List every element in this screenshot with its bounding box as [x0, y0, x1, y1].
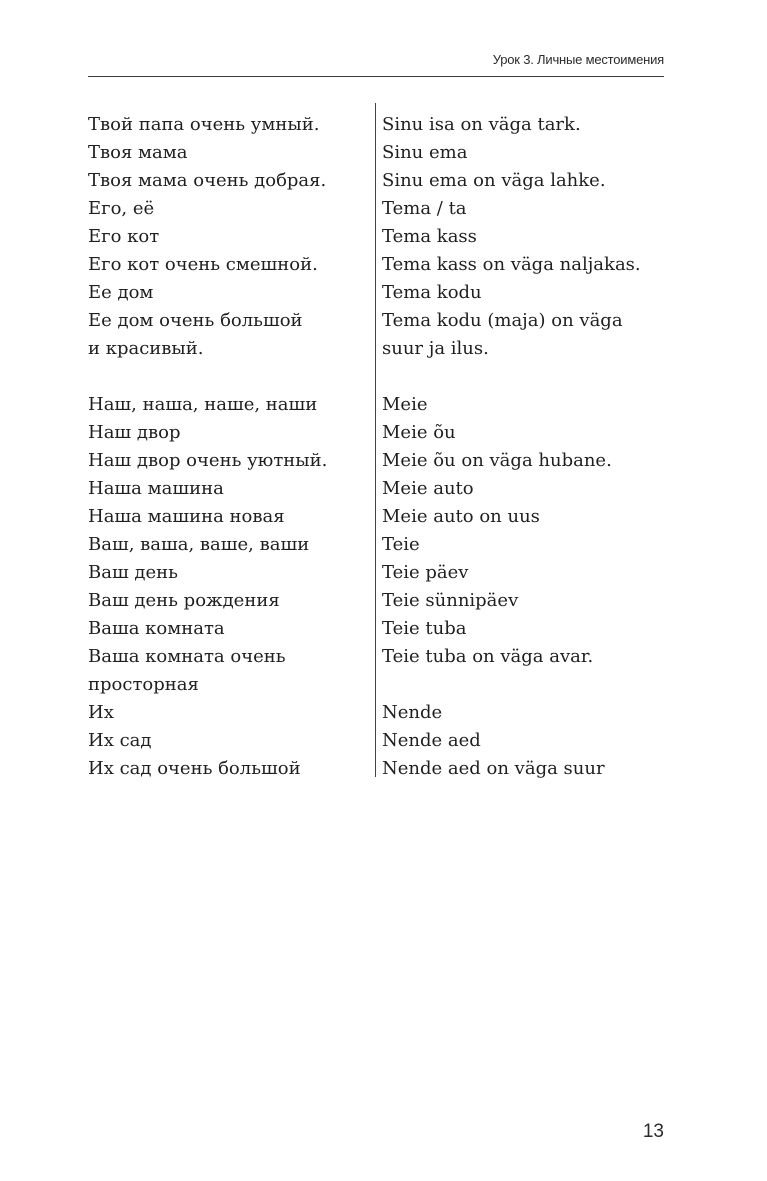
estonian-translation: Sinu ema [382, 142, 468, 163]
russian-phrase: Ваш, ваша, ваше, ваши [88, 534, 310, 555]
table-row [88, 307, 688, 335]
estonian-translation: Nende aed on väga suur [382, 758, 605, 779]
estonian-translation: Tema kass [382, 226, 477, 247]
russian-phrase: Их сад [88, 730, 152, 751]
table-row [88, 419, 688, 447]
estonian-translation: Nende aed [382, 730, 481, 751]
table-row [88, 531, 688, 559]
table-row [88, 587, 688, 615]
header-title: Урок 3. Личные местоимения [492, 52, 664, 67]
russian-phrase: Наша машина новая [88, 506, 285, 527]
russian-phrase: Ваша комната очень [88, 646, 286, 667]
russian-phrase: Наш, наша, наше, наши [88, 394, 318, 415]
russian-phrase: Его кот [88, 226, 160, 247]
table-row [88, 167, 688, 195]
table-row [88, 195, 688, 223]
estonian-translation: Meie auto [382, 478, 474, 499]
table-row [88, 643, 688, 671]
estonian-translation: Meie auto on uus [382, 506, 540, 527]
russian-phrase: Ваша комната [88, 618, 225, 639]
russian-phrase: Ваш день [88, 562, 178, 583]
table-row [88, 503, 688, 531]
table-row [88, 223, 688, 251]
table-row [88, 475, 688, 503]
russian-phrase: Его, её [88, 198, 155, 219]
estonian-translation: Meie õu on väga hubane. [382, 450, 612, 471]
estonian-translation: Tema kass on väga naljakas. [382, 254, 641, 275]
estonian-translation: Tema kodu (maja) on väga [382, 310, 623, 331]
table-row [88, 391, 688, 419]
estonian-translation: Teie [382, 534, 420, 555]
russian-phrase: Твоя мама очень добрая. [88, 170, 327, 191]
estonian-translation: Teie päev [382, 562, 469, 583]
table-row [88, 755, 688, 783]
table-row [88, 699, 688, 727]
russian-phrase: Ваш день рождения [88, 590, 280, 611]
russian-phrase: Наша машина [88, 478, 224, 499]
table-row [88, 139, 688, 167]
russian-phrase: Их сад очень большой [88, 758, 301, 779]
estonian-translation: suur ja ilus. [382, 338, 489, 359]
russian-phrase: просторная [88, 674, 199, 695]
page-number: 13 [642, 1121, 664, 1142]
russian-phrase: Их [88, 702, 114, 723]
table-row [88, 671, 688, 699]
estonian-translation: Sinu ema on väga lahke. [382, 170, 606, 191]
running-header [88, 48, 664, 77]
russian-phrase: Твой папа очень умный. [88, 114, 320, 135]
table-row [88, 559, 688, 587]
russian-phrase: Его кот очень смешной. [88, 254, 318, 275]
table-row [88, 335, 688, 363]
table-row [88, 447, 688, 475]
table-row-spacer [88, 363, 688, 391]
russian-phrase: Наш двор очень уютный. [88, 450, 328, 471]
estonian-translation: Tema / ta [382, 198, 467, 219]
russian-phrase: Наш двор [88, 422, 181, 443]
russian-phrase: Твоя мама [88, 142, 188, 163]
table-row [88, 111, 688, 139]
russian-phrase: Ее дом [88, 282, 154, 303]
estonian-translation: Teie sünnipäev [382, 590, 519, 611]
translation-table [88, 111, 688, 783]
estonian-translation: Sinu isa on väga tark. [382, 114, 581, 135]
table-row [88, 279, 688, 307]
estonian-translation: Meie [382, 394, 428, 415]
russian-phrase: и красивый. [88, 338, 204, 359]
russian-phrase [88, 363, 382, 391]
estonian-translation: Teie tuba on väga avar. [382, 646, 594, 667]
table-row [88, 251, 688, 279]
estonian-translation: Meie õu [382, 422, 456, 443]
table-row [88, 727, 688, 755]
estonian-translation: Tema kodu [382, 282, 482, 303]
russian-phrase: Ее дом очень большой [88, 310, 303, 331]
estonian-translation: Nende [382, 702, 443, 723]
table-row [88, 615, 688, 643]
estonian-translation: Teie tuba [382, 618, 467, 639]
